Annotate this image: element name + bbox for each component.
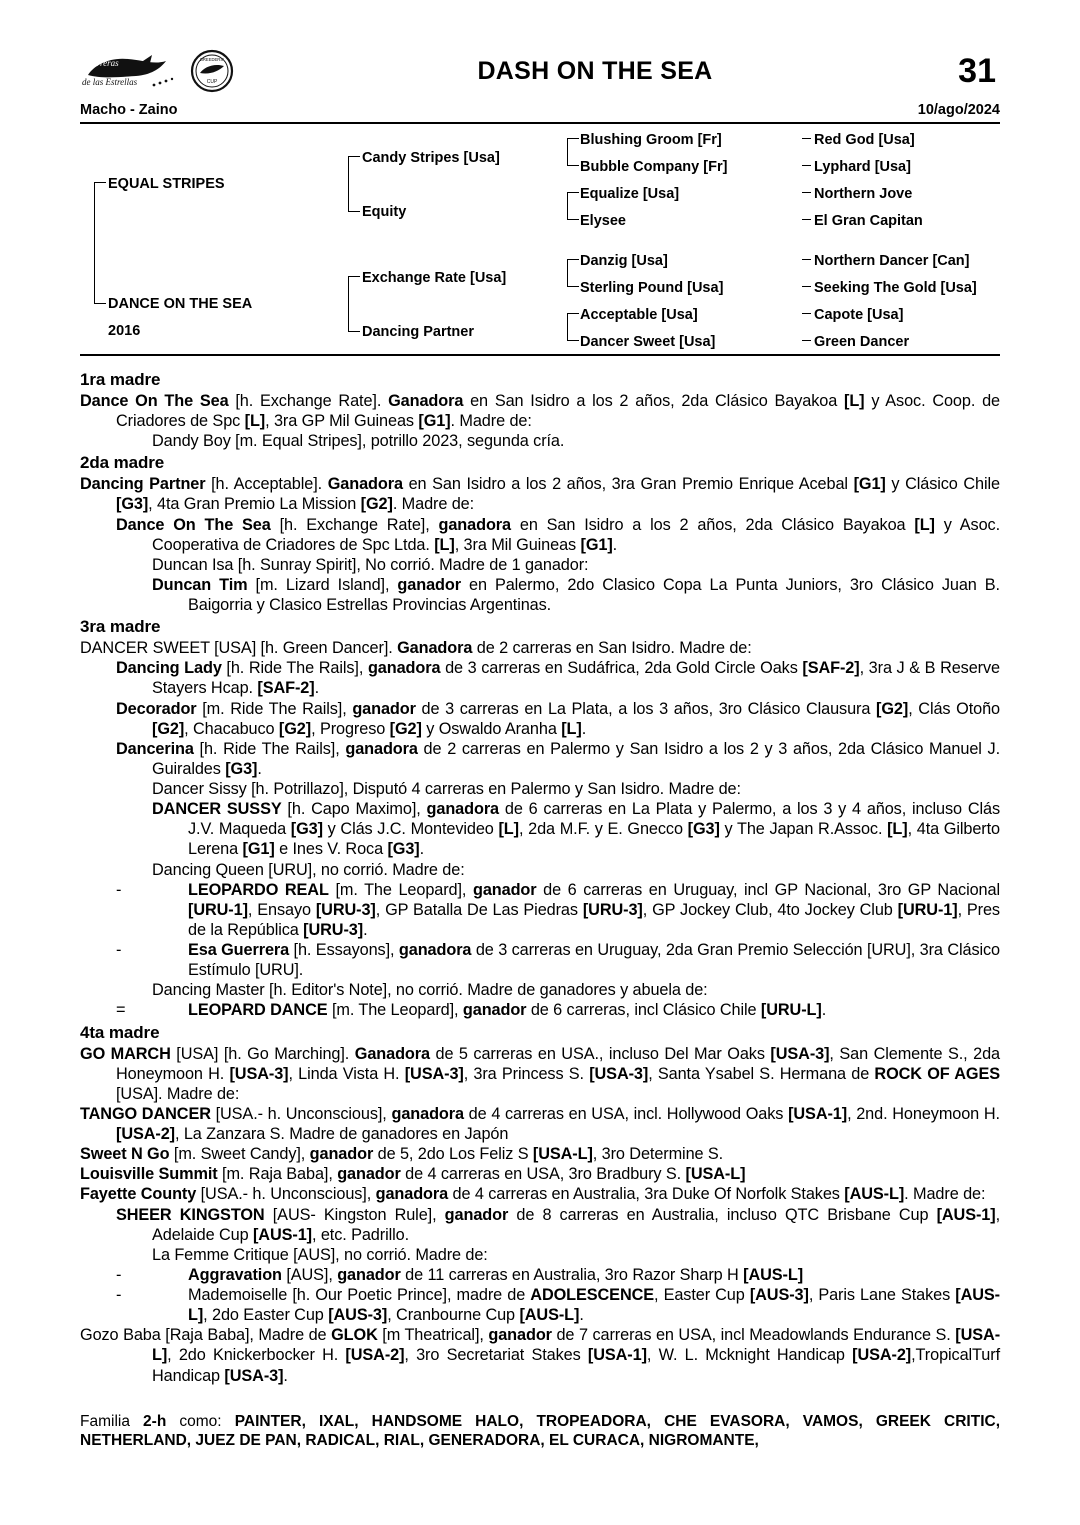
entry-text: . xyxy=(283,1366,288,1385)
pedigree-chart xyxy=(80,124,1000,356)
entry-text: de 6 carreras en La Plata y Palermo, a los 3 y 4 años, incluso Clás J.V. Maqueda xyxy=(188,800,1000,839)
grade-badge: [USA-1] xyxy=(587,1346,647,1365)
horse-name: Aggravation xyxy=(188,1265,282,1284)
entry-text: [h. Ride The Rails], xyxy=(221,659,368,678)
result-word: ganador xyxy=(397,575,461,594)
grade-badge: [L] xyxy=(887,820,908,839)
bracket-gen3-a xyxy=(567,138,579,166)
grade-badge: [G2] xyxy=(876,699,909,718)
tick-gen4-0 xyxy=(802,138,811,139)
pedigree-gen4-0: Red God [Usa] xyxy=(814,132,915,148)
entry-decorador xyxy=(80,699,1000,739)
grade-badge: [G3] xyxy=(116,495,149,514)
entry-text: de 7 carreras en USA, incl Meadowlands Endurance S. xyxy=(551,1326,956,1345)
result-word: ganadora xyxy=(426,800,500,819)
entry-text: de 2 carreras en Palermo y San Isidro a los 2 y 3 años, 2da Clásico Manuel J. Guiraldes xyxy=(152,739,1000,778)
pedigree-gen3-1: Bubble Company [Fr] xyxy=(580,159,728,175)
grade-badge: [USA-3] xyxy=(404,1064,464,1083)
subheader xyxy=(80,102,1000,124)
entry-tango-dancer xyxy=(80,1104,1000,1144)
horse-name: SHEER KINGSTON xyxy=(116,1205,265,1224)
entry-text: [AUS], xyxy=(281,1265,338,1284)
entry-dancing-lady xyxy=(80,658,1000,698)
entry-text: y The Japan R.Assoc. xyxy=(719,820,888,839)
entry-text: . xyxy=(419,840,425,859)
result-word: Ganadora xyxy=(354,1044,430,1063)
entry-text: , Easter Cup xyxy=(654,1286,750,1305)
entry-text: en Palermo, 2do Clasico Copa La Punta Juniors, 3ro Clásico Juan B. Baigorria y Clasico Estrellas Provincias Argentinas. xyxy=(188,575,1000,615)
entry-dancer-sussy xyxy=(80,799,1000,859)
grade-badge: [G3] xyxy=(290,820,323,839)
pedigree-gen4-7: Green Dancer xyxy=(814,334,910,350)
pedigree-gen2-1: Equity xyxy=(362,204,407,220)
grade-badge: [URU-1] xyxy=(188,900,248,919)
entry-text: , Adelaide Cup xyxy=(152,1205,1000,1244)
entry-text: , 3ra J & B Reserve Stayers Hcap. xyxy=(152,659,1000,698)
entry-text: y Oswaldo Aranha xyxy=(421,719,562,738)
entry-text: . xyxy=(314,679,319,698)
svg-text:BREEDERS': BREEDERS' xyxy=(200,57,224,62)
grade-badge: [USA-L] xyxy=(685,1165,746,1184)
svg-text:Carreras: Carreras xyxy=(86,58,119,68)
entry-text: . Madre de: xyxy=(450,412,532,431)
grade-badge: [USA-3] xyxy=(770,1044,830,1063)
grade-badge: [USA-3] xyxy=(224,1366,284,1385)
entry-leopard-dance xyxy=(80,1000,1000,1020)
entry-louisville-summit xyxy=(80,1164,1000,1184)
grade-badge: [G3] xyxy=(225,759,258,778)
entry-text: [h. Acceptable]. xyxy=(205,475,328,494)
pedigree-gen2-3: Dancing Partner xyxy=(362,324,474,340)
grade-badge: [USA-2] xyxy=(116,1125,175,1144)
entry-go-march xyxy=(80,1044,1000,1104)
list-dash: - xyxy=(116,1286,122,1305)
bracket-gen2-a xyxy=(348,156,360,212)
entry-text: de 8 carreras en Australia, incluso QTC Brisbane Cup xyxy=(508,1205,937,1224)
entry-la-femme-critique: La Femme Critique [AUS], no corrió. Madre de: xyxy=(152,1245,488,1264)
entry-text: . Madre de: xyxy=(904,1185,986,1204)
result-word: ganador xyxy=(337,1265,401,1284)
entry-text: , etc. Padrillo. xyxy=(311,1225,410,1244)
grade-badge: [L] xyxy=(498,820,519,839)
horse-name: Dancing Partner xyxy=(80,475,206,494)
entry-text: [h. Ride The Rails], xyxy=(193,739,346,758)
entry-dance-on-the-sea xyxy=(80,391,1000,431)
logo-group xyxy=(80,49,310,93)
grade-badge: [G3] xyxy=(687,820,720,839)
tick-gen4-7 xyxy=(802,340,811,341)
entry-text: , Paris Lane Stakes xyxy=(808,1286,956,1305)
pedigree-gen4-6: Capote [Usa] xyxy=(814,307,904,323)
pedigree-gen3-4: Danzig [Usa] xyxy=(580,253,668,269)
familia-footer xyxy=(80,1412,1000,1451)
grade-badge: [SAF-2] xyxy=(257,679,315,698)
entry-text: y Asoc. Coop. de Criadores de Spc xyxy=(116,391,1000,431)
grade-badge: [AUS-3] xyxy=(749,1286,809,1305)
entry-text: de 5, 2do Los Feliz S xyxy=(373,1145,533,1164)
entry-text: . xyxy=(581,719,587,738)
grade-badge: [USA-L] xyxy=(532,1145,593,1164)
grade-badge: [AUS-L] xyxy=(743,1265,804,1284)
tick-gen4-4 xyxy=(802,259,811,260)
grade-badge: [L] xyxy=(244,412,266,431)
entry-fayette-county xyxy=(80,1184,1000,1204)
grade-badge: [AUS-L] xyxy=(188,1286,1000,1325)
entry-text: en San Isidro a los 2 años, 2da Clásico Bayakoa xyxy=(463,391,845,410)
result-word: ganadora xyxy=(438,515,511,534)
list-dash: - xyxy=(116,1265,122,1284)
entry-text: de 2 carreras en San Isidro. Madre de: xyxy=(472,639,752,658)
horse-name: LEOPARD DANCE xyxy=(188,1001,328,1020)
pedigree-gen3-7: Dancer Sweet [Usa] xyxy=(580,334,716,350)
bracket-gen3-b xyxy=(567,192,579,220)
pedigree-dam: DANCE ON THE SEA xyxy=(108,296,253,312)
entry-text: , Cranbourne Cup xyxy=(387,1306,520,1325)
carreras-de-las-estrellas-logo-icon xyxy=(80,49,180,93)
entry-text: [USA] [h. Go Marching]. xyxy=(170,1044,355,1063)
entry-text: , 2do Knickerbocker H. xyxy=(167,1346,346,1365)
familia-code: 2-h xyxy=(143,1412,167,1430)
result-word: ganadora xyxy=(398,941,472,960)
pedigree-gen4-5: Seeking The Gold [Usa] xyxy=(814,280,977,296)
horse-name: GO MARCH xyxy=(80,1044,171,1063)
entry-text: de 6 carreras en Uruguay, incl GP Nacional, 3ro GP Nacional xyxy=(536,880,1000,899)
entry-text: , GP Batalla De Las Piedras xyxy=(375,900,583,919)
entry-text: , Pres de la República xyxy=(188,900,1000,939)
horse-name: Dance On The Sea xyxy=(80,391,229,410)
entry-duncan-isa: Duncan Isa [h. Sunray Spirit], No corrió. Madre de 1 ganador: xyxy=(152,555,589,574)
grade-badge: [AUS-L] xyxy=(844,1185,905,1204)
horse-name: TANGO DANCER xyxy=(80,1104,211,1123)
grade-badge: [AUS-L] xyxy=(519,1306,580,1325)
horse-name: Sweet N Go xyxy=(80,1145,170,1164)
entry-text: , Progreso xyxy=(311,719,390,738)
entry-text: de 4 carreras en USA, 3ro Bradbury S. xyxy=(400,1165,686,1184)
grade-badge: [URU-L] xyxy=(760,1001,822,1020)
entry-text: [m. The Leopard], xyxy=(328,880,473,899)
entry-text: [USA.- h. Unconscious], xyxy=(196,1185,376,1204)
entry-text: en San Isidro a los 2 años, 3ra Gran Premio Enrique Acebal xyxy=(402,475,854,494)
grade-badge: [G1] xyxy=(418,412,451,431)
horse-name: Duncan Tim xyxy=(152,575,248,594)
tick-gen4-2 xyxy=(802,192,811,193)
entry-text: , 4ta Gran Premio La Mission xyxy=(148,495,361,514)
entry-text: de 5 carreras en USA., incluso Del Mar Oaks xyxy=(429,1044,771,1063)
entry-dandy-boy: Dandy Boy [m. Equal Stripes], potrillo 2023, segunda cría. xyxy=(152,432,565,451)
entry-dancer-sweet xyxy=(80,638,1000,658)
horse-name: LEOPARDO REAL xyxy=(188,880,329,899)
entry-text: y Clásico Chile xyxy=(885,475,1000,494)
entry-gozo-baba xyxy=(80,1325,1000,1385)
entry-text: [m. Raja Baba], xyxy=(217,1165,338,1184)
horse-name: Dancing Lady xyxy=(116,659,222,678)
entry-text: [m. Lizard Island], xyxy=(247,575,398,594)
pedigree-gen2-0: Candy Stripes [Usa] xyxy=(362,150,500,166)
entry-dancing-master: Dancing Master [h. Editor's Note], no corrió. Madre de ganadores y abuela de: xyxy=(152,981,708,1000)
entry-text: en San Isidro a los 2 años, 2da Clásico Bayakoa xyxy=(510,515,915,534)
entry-text: . xyxy=(821,1001,827,1020)
pedigree-gen4-3: El Gran Capitan xyxy=(814,213,923,229)
grade-badge: [AUS-1] xyxy=(252,1225,312,1244)
entry-text: y Asoc. Cooperativa de Criadores de Spc Ltda. xyxy=(152,515,1000,554)
page-number: 31 xyxy=(958,52,996,90)
tick-gen4-6 xyxy=(802,313,811,314)
entry-text: [h. Exchange Rate]. xyxy=(228,391,389,410)
entry-text: [m Theatrical], xyxy=(377,1326,489,1345)
section-heading-2: 2da madre xyxy=(80,453,165,473)
entry-text: , 3ro Determine S. xyxy=(592,1145,724,1164)
grade-badge: [URU-3] xyxy=(315,900,376,919)
grade-badge: [L] xyxy=(914,515,935,534)
entry-text: de 4 carreras en USA, incl. Hollywood Oaks xyxy=(463,1104,789,1123)
familia-label: Familia xyxy=(80,1412,130,1430)
familia-como: como: xyxy=(179,1412,222,1430)
result-word: ganador xyxy=(488,1326,552,1345)
grade-badge: [G1] xyxy=(242,840,275,859)
section-heading-3: 3ra madre xyxy=(80,617,161,637)
tick-gen4-1 xyxy=(802,165,811,166)
pedigree-gen3-6: Acceptable [Usa] xyxy=(580,307,698,323)
result-word: ganador xyxy=(337,1165,401,1184)
pedigree-gen2-2: Exchange Rate [Usa] xyxy=(362,270,507,286)
entry-text: [m. The Leopard], xyxy=(327,1001,463,1020)
grade-badge: [G2] xyxy=(360,495,393,514)
horse-name: ROCK OF AGES xyxy=(874,1064,1001,1083)
entry-text: y Clás J.C. Montevideo xyxy=(322,820,499,839)
entry-sheer-kingston xyxy=(80,1205,1000,1245)
pedigree-dam-year: 2016 xyxy=(108,323,141,339)
horse-name: DANCER SUSSY xyxy=(152,800,282,819)
entry-dancer-sissy: Dancer Sissy [h. Potrillazo], Disputó 4 carreras en Palermo y San Isidro. Madre de: xyxy=(152,780,741,799)
section-heading-4: 4ta madre xyxy=(80,1022,160,1042)
pedigree-sire: EQUAL STRIPES xyxy=(108,176,225,192)
pedigree-gen3-3: Elysee xyxy=(580,213,626,229)
grade-badge: [SAF-2] xyxy=(802,659,860,678)
page-title: DASH ON THE SEA xyxy=(477,56,713,85)
entry-text: , 2do Easter Cup xyxy=(203,1306,329,1325)
entry-text: de 3 carreras en Uruguay, 2da Gran Premio Selección [URU], 3ra Clásico Estímulo [URU]. xyxy=(188,941,1001,980)
pedigree-gen3-2: Equalize [Usa] xyxy=(580,186,680,202)
grade-badge: [USA-3] xyxy=(589,1064,649,1083)
entry-text: [h. Essayons], xyxy=(289,941,399,960)
entry-text: , 4ta Gilberto Lerena xyxy=(188,820,1000,859)
bracket-gen3-d xyxy=(567,313,579,341)
result-word: ganadora xyxy=(391,1104,464,1123)
grade-badge: [AUS-1] xyxy=(936,1205,996,1224)
entry-text: ,TropicalTurf Handicap xyxy=(152,1346,1000,1385)
entry-aggravation xyxy=(80,1265,1000,1285)
horse-name: Louisville Summit xyxy=(80,1165,218,1184)
date-label: 10/ago/2024 xyxy=(917,102,1000,118)
entry-sweet-n-go xyxy=(80,1144,1000,1164)
entry-text: de 3 carreras en Sudáfrica, 2da Gold Circle Oaks xyxy=(440,659,803,678)
familia-names: PAINTER, IXAL, HANDSOME HALO, TROPEADORA, CHE EVASORA, VAMOS, GREEK CRITIC, NETHERLAND, JUEZ DE PAN, RADICAL, RIAL, GENERADORA, EL CURACA, NIGROMANTE, xyxy=(80,1412,1001,1450)
result-word: ganador xyxy=(462,1001,527,1020)
result-word: ganadora xyxy=(345,739,418,758)
entry-text: , 3ro Secretariat Stakes xyxy=(404,1346,588,1365)
grade-badge: [URU-1] xyxy=(897,900,958,919)
entry-mademoiselle xyxy=(80,1285,1000,1325)
pedigree-gen3-5: Sterling Pound [Usa] xyxy=(580,280,724,296)
entry-text: , 2da M.F. y E. Gnecco xyxy=(518,820,688,839)
pedigree-gen3-0: Blushing Groom [Fr] xyxy=(580,132,722,148)
bracket-gen1 xyxy=(94,182,106,304)
entry-text: de 4 carreras en Australia, 3ra Duke Of Norfolk Stakes xyxy=(448,1185,845,1204)
entry-text: . xyxy=(257,759,262,778)
entry-text: , La Zanzara S. Madre de ganadores en Japón xyxy=(175,1125,509,1144)
entry-text: de 11 carreras en Australia, 3ro Razor Sharp H xyxy=(400,1265,744,1284)
entry-text: . xyxy=(363,920,368,939)
grade-badge: [L] xyxy=(844,391,865,410)
result-word: ganador xyxy=(444,1205,509,1224)
entry-text: , Chacabuco xyxy=(184,719,279,738)
entry-dance-on-the-sea-2 xyxy=(80,515,1000,555)
breeders-cup-logo-icon xyxy=(190,49,234,93)
entry-dancing-queen: Dancing Queen [URU], no corrió. Madre de: xyxy=(152,860,465,879)
entry-text: , Ensayo xyxy=(247,900,316,919)
entry-text: e Ines V. Roca xyxy=(274,840,388,859)
entry-text: [m. Ride The Rails], xyxy=(196,699,353,718)
grade-badge: [USA-3] xyxy=(229,1064,289,1083)
result-word: ganador xyxy=(309,1145,374,1164)
entry-text: , 3ra Mil Guineas xyxy=(454,535,581,554)
grade-badge: [USA-L] xyxy=(152,1326,1001,1365)
entry-text: DANCER SWEET [USA] [h. Green Dancer]. xyxy=(80,639,398,658)
pedigree-text-body xyxy=(80,370,1000,1386)
grade-badge: [L] xyxy=(434,535,455,554)
result-word: Ganadora xyxy=(397,639,473,658)
entry-text: . xyxy=(579,1306,584,1325)
entry-text: , 3ra GP Mil Guineas xyxy=(265,412,419,431)
entry-text: [AUS- Kingston Rule], xyxy=(264,1205,445,1224)
list-equals: = xyxy=(116,1001,126,1020)
result-word: Ganadora xyxy=(388,391,464,410)
result-word: ganadora xyxy=(375,1185,449,1204)
bracket-gen3-c xyxy=(567,259,579,287)
entry-text: de 3 carreras en La Plata, a los 3 años, 3ro Clásico Clausura xyxy=(415,699,877,718)
entry-text: [m. Sweet Candy], xyxy=(169,1145,310,1164)
entry-text: , Santa Ysabel S. Hermana de xyxy=(648,1064,875,1083)
grade-badge: [G2] xyxy=(278,719,312,738)
section-heading-1: 1ra madre xyxy=(80,370,161,389)
grade-badge: [AUS-3] xyxy=(328,1306,388,1325)
entry-dancerina xyxy=(80,739,1000,779)
result-word: ganadora xyxy=(367,659,441,678)
result-word: ganador xyxy=(472,880,537,899)
grade-badge: [USA-2] xyxy=(852,1346,912,1365)
entry-text: [h. Exchange Rate], xyxy=(270,515,439,534)
sex-coat-label: Macho - Zaino xyxy=(80,102,178,118)
entry-text: [h. Capo Maximo], xyxy=(281,800,427,819)
entry-text: , W. L. Mcknight Handicap xyxy=(646,1346,853,1365)
horse-name: Dance On The Sea xyxy=(116,515,271,534)
grade-badge: [L] xyxy=(561,719,582,738)
horse-name: Esa Guerrera xyxy=(188,941,290,960)
grade-badge: [G2] xyxy=(152,719,185,738)
grade-badge: [G3] xyxy=(387,840,420,859)
entry-text: , 3ra Princess S. xyxy=(463,1064,590,1083)
grade-badge: [G1] xyxy=(580,535,613,554)
bracket-gen2-b xyxy=(348,276,360,332)
entry-text: , Linda Vista H. xyxy=(288,1064,405,1083)
entry-text: Mademoiselle [h. Our Poetic Prince], madre de xyxy=(188,1286,531,1305)
horse-name: Fayette County xyxy=(80,1185,197,1204)
grade-badge: [URU-3] xyxy=(582,900,643,919)
entry-duncan-tim xyxy=(80,575,1000,615)
horse-name: ADOLESCENCE xyxy=(530,1286,655,1305)
tick-gen4-3 xyxy=(802,219,811,220)
svg-text:de las Estrellas: de las Estrellas xyxy=(82,77,138,87)
grade-badge: [URU-3] xyxy=(303,920,364,939)
grade-badge: [USA-1] xyxy=(788,1104,848,1123)
grade-badge: [G2] xyxy=(389,719,422,738)
entry-text: , San Clemente S., 2da Honeymoon H. xyxy=(116,1044,1000,1083)
grade-badge: [USA-2] xyxy=(345,1346,405,1365)
entry-text: , Clás Otoño xyxy=(908,699,1000,718)
page-header xyxy=(80,40,1000,102)
entry-text: [USA]. Madre de: xyxy=(116,1084,240,1103)
result-word: ganador xyxy=(352,699,416,718)
entry-text: . xyxy=(612,535,618,554)
horse-name: Decorador xyxy=(116,699,197,718)
pedigree-gen4-1: Lyphard [Usa] xyxy=(814,159,911,175)
entry-text: , GP Jockey Club, 4to Jockey Club xyxy=(642,900,898,919)
pedigree-gen4-4: Northern Dancer [Can] xyxy=(814,253,970,269)
tick-gen4-5 xyxy=(802,286,811,287)
entry-text: . Madre de: xyxy=(392,495,475,514)
entry-text: , 2nd. Honeymoon H. xyxy=(847,1104,1000,1123)
svg-text:CUP: CUP xyxy=(206,79,218,85)
entry-dancing-partner xyxy=(80,474,1000,514)
grade-badge: [G1] xyxy=(853,475,886,494)
horse-name: Dancerina xyxy=(116,739,194,758)
entry-text: [USA.- h. Unconscious], xyxy=(210,1104,392,1123)
pedigree-gen4-2: Northern Jove xyxy=(814,186,913,202)
entry-esa-guerrera xyxy=(80,940,1000,980)
horse-name: GLOK xyxy=(331,1326,378,1345)
list-dash: - xyxy=(116,941,122,960)
entry-text: de 6 carreras, incl Clásico Chile xyxy=(526,1001,761,1020)
list-dash: - xyxy=(116,880,122,899)
entry-leopardo-real xyxy=(80,880,1000,940)
result-word: Ganadora xyxy=(327,475,403,494)
entry-text: Gozo Baba [Raja Baba], Madre de xyxy=(80,1326,332,1345)
